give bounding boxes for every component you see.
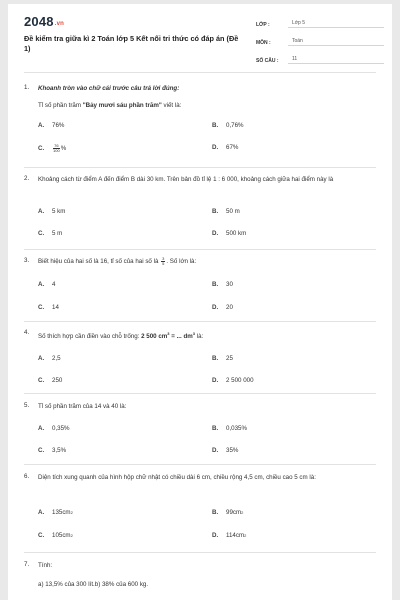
option-a[interactable] [38, 355, 61, 362]
divider [24, 464, 376, 465]
option-text: 0,35% [52, 425, 70, 432]
option-letter: A. [38, 208, 45, 215]
option-c[interactable] [38, 144, 66, 153]
option-text: 250 [52, 377, 63, 384]
option-text: 50 m [226, 208, 240, 215]
option-d[interactable] [212, 377, 254, 384]
meta-value: 11 [288, 56, 384, 64]
option-letter: D. [212, 532, 219, 539]
option-d[interactable] [212, 447, 238, 454]
divider [24, 249, 376, 250]
option-c[interactable] [38, 230, 62, 237]
option-letter: D. [212, 144, 219, 151]
option-letter: C. [38, 532, 45, 539]
superscript: 2 [241, 510, 244, 515]
option-b[interactable] [212, 355, 233, 362]
option-b[interactable] [212, 208, 240, 215]
option-letter: B. [212, 122, 219, 129]
meta-row-class [256, 16, 384, 28]
question-text: Khoảng cách từ điểm A đến điểm B dài 30 km. Trên bản đồ tỉ lệ 1 : 6 000, khoảng cách giữa hai điểm này là [38, 176, 334, 183]
option-d[interactable] [212, 230, 246, 237]
option-letter: D. [212, 304, 219, 311]
option-letter: C. [38, 145, 45, 152]
fraction-numerator: 76 [54, 143, 59, 148]
question-5 [24, 402, 376, 462]
fraction [53, 144, 60, 153]
option-letter: B. [212, 281, 219, 288]
meta-label: SỐ CÂU : [256, 58, 279, 64]
option-letter: C. [38, 230, 45, 237]
option-text: 20 [226, 304, 233, 311]
option-text: 5 km [52, 208, 66, 215]
option-text: 135 [52, 509, 63, 516]
option-d[interactable] [212, 144, 238, 151]
option-text: 114 [226, 532, 236, 539]
question-7 [24, 561, 376, 597]
meta-box [256, 16, 384, 70]
option-letter: D. [212, 230, 219, 237]
option-b[interactable] [212, 122, 244, 129]
question-text: Tỉ số phần trăm của 14 và 40 là: [38, 403, 127, 410]
meta-label: MÔN : [256, 40, 271, 46]
text-part: viết là: [161, 102, 182, 109]
site-logo[interactable] [24, 14, 64, 29]
text-part: Tỉ số phần trăm [38, 102, 83, 109]
unit: cm [62, 532, 71, 539]
text-part: . Số lớn là: [166, 258, 197, 266]
unit: cm [235, 532, 245, 539]
question-number: 4. [24, 329, 30, 336]
option-text: 2 500 000 [226, 377, 254, 384]
option-text: 67% [226, 144, 239, 151]
option-a[interactable] [38, 122, 64, 129]
option-letter: D. [212, 377, 219, 384]
option-text: 500 km [226, 230, 247, 237]
option-c[interactable] [38, 532, 73, 539]
option-d[interactable] [212, 532, 246, 539]
option-text: 30 [226, 281, 233, 288]
text-emphasis: "Bảy mươi sáu phần trăm" [82, 102, 162, 109]
question-text: Tính: [38, 562, 53, 569]
question-text [38, 102, 181, 109]
meta-row-subject [256, 34, 384, 46]
logo-brand: 2048 [24, 14, 54, 29]
option-text: 0,76% [226, 122, 244, 129]
option-text: 5 m [52, 230, 63, 237]
option-c[interactable] [38, 377, 62, 384]
text-emphasis: = ... dm [169, 333, 193, 341]
divider [24, 393, 376, 394]
option-text: 14 [52, 304, 59, 311]
question-number: 6. [24, 473, 30, 480]
question-text [38, 329, 376, 341]
option-text: 35% [226, 447, 239, 454]
meta-value: Toán [288, 38, 384, 46]
option-text: 0,035% [226, 425, 247, 432]
option-a[interactable] [38, 281, 55, 288]
question-number: 1. [24, 84, 30, 91]
option-text: 99 [226, 509, 233, 516]
option-letter: B. [212, 425, 219, 432]
document-page [8, 4, 392, 600]
unit: cm [232, 509, 242, 516]
option-letter: A. [38, 355, 45, 362]
option-text: 76% [52, 122, 65, 129]
option-text: 25 [226, 355, 233, 362]
option-letter: C. [38, 447, 45, 454]
superscript: 3 [167, 331, 170, 336]
question-number: 5. [24, 402, 30, 409]
meta-label: LỚP : [256, 22, 270, 28]
superscript: 2 [70, 533, 73, 538]
question-3 [24, 257, 376, 319]
option-letter: C. [38, 377, 45, 384]
question-2 [24, 175, 376, 247]
option-c[interactable] [38, 304, 59, 311]
question-subparts: a) 13,5% của 300 lít.b) 38% của 600 kg. [38, 581, 149, 588]
superscript: 3 [192, 331, 195, 336]
option-letter: C. [38, 304, 45, 311]
divider [24, 552, 376, 553]
option-letter: A. [38, 425, 45, 432]
option-c[interactable] [38, 447, 66, 454]
fraction-denominator: 100 [53, 148, 60, 153]
option-text: 4 [52, 281, 56, 288]
question-number: 3. [24, 257, 30, 264]
divider [24, 167, 376, 168]
document-header [24, 14, 384, 64]
option-b[interactable] [212, 281, 233, 288]
superscript: 2 [244, 533, 247, 538]
option-letter: D. [212, 447, 219, 454]
page-title: Đề kiểm tra giữa kì 2 Toán lớp 5 Kết nối tri thức có đáp án (Đề 1) [24, 34, 239, 53]
option-letter: B. [212, 509, 219, 516]
text-part: Số thích hợp cần điền vào chỗ trống: [38, 333, 142, 341]
option-a[interactable] [38, 425, 70, 432]
question-number: 2. [24, 175, 30, 182]
question-4 [24, 329, 376, 391]
option-a[interactable] [38, 509, 73, 516]
fraction-denominator: 5 [162, 261, 165, 266]
question-text [38, 257, 376, 266]
option-text: 2,5 [52, 355, 61, 362]
text-emphasis: 2 500 cm [141, 333, 168, 341]
question-6 [24, 473, 376, 545]
option-text: % [60, 145, 67, 152]
text-part: là: [194, 333, 204, 341]
option-b[interactable] [212, 509, 243, 516]
meta-value: Lớp 5 [288, 20, 384, 28]
option-d[interactable] [212, 304, 233, 311]
option-letter: B. [212, 355, 219, 362]
question-1 [24, 84, 376, 164]
option-letter: A. [38, 281, 45, 288]
option-text: 3,5% [52, 447, 67, 454]
divider [24, 321, 376, 322]
question-number: 7. [24, 561, 30, 568]
meta-row-count [256, 52, 384, 64]
question-instruction: Khoanh tròn vào chữ cái trước câu trả lời đúng: [38, 85, 180, 92]
text-part: Biết hiệu của hai số là 16, tỉ số của hai số là [38, 258, 161, 266]
option-a[interactable] [38, 208, 65, 215]
fraction [161, 257, 165, 266]
divider [24, 72, 376, 73]
fraction-numerator: 3 [162, 256, 165, 261]
logo-suffix: .vn [54, 21, 65, 27]
unit: cm [62, 509, 71, 516]
option-letter: B. [212, 208, 219, 215]
superscript: 2 [70, 510, 73, 515]
option-letter: A. [38, 122, 45, 129]
option-b[interactable] [212, 425, 247, 432]
option-text: 105 [52, 532, 63, 539]
option-letter: A. [38, 509, 45, 516]
question-text: Diện tích xung quanh của hình hộp chữ nhật có chiều dài 6 cm, chiều rộng 4,5 cm, chiều cao 5 cm là: [38, 474, 316, 481]
